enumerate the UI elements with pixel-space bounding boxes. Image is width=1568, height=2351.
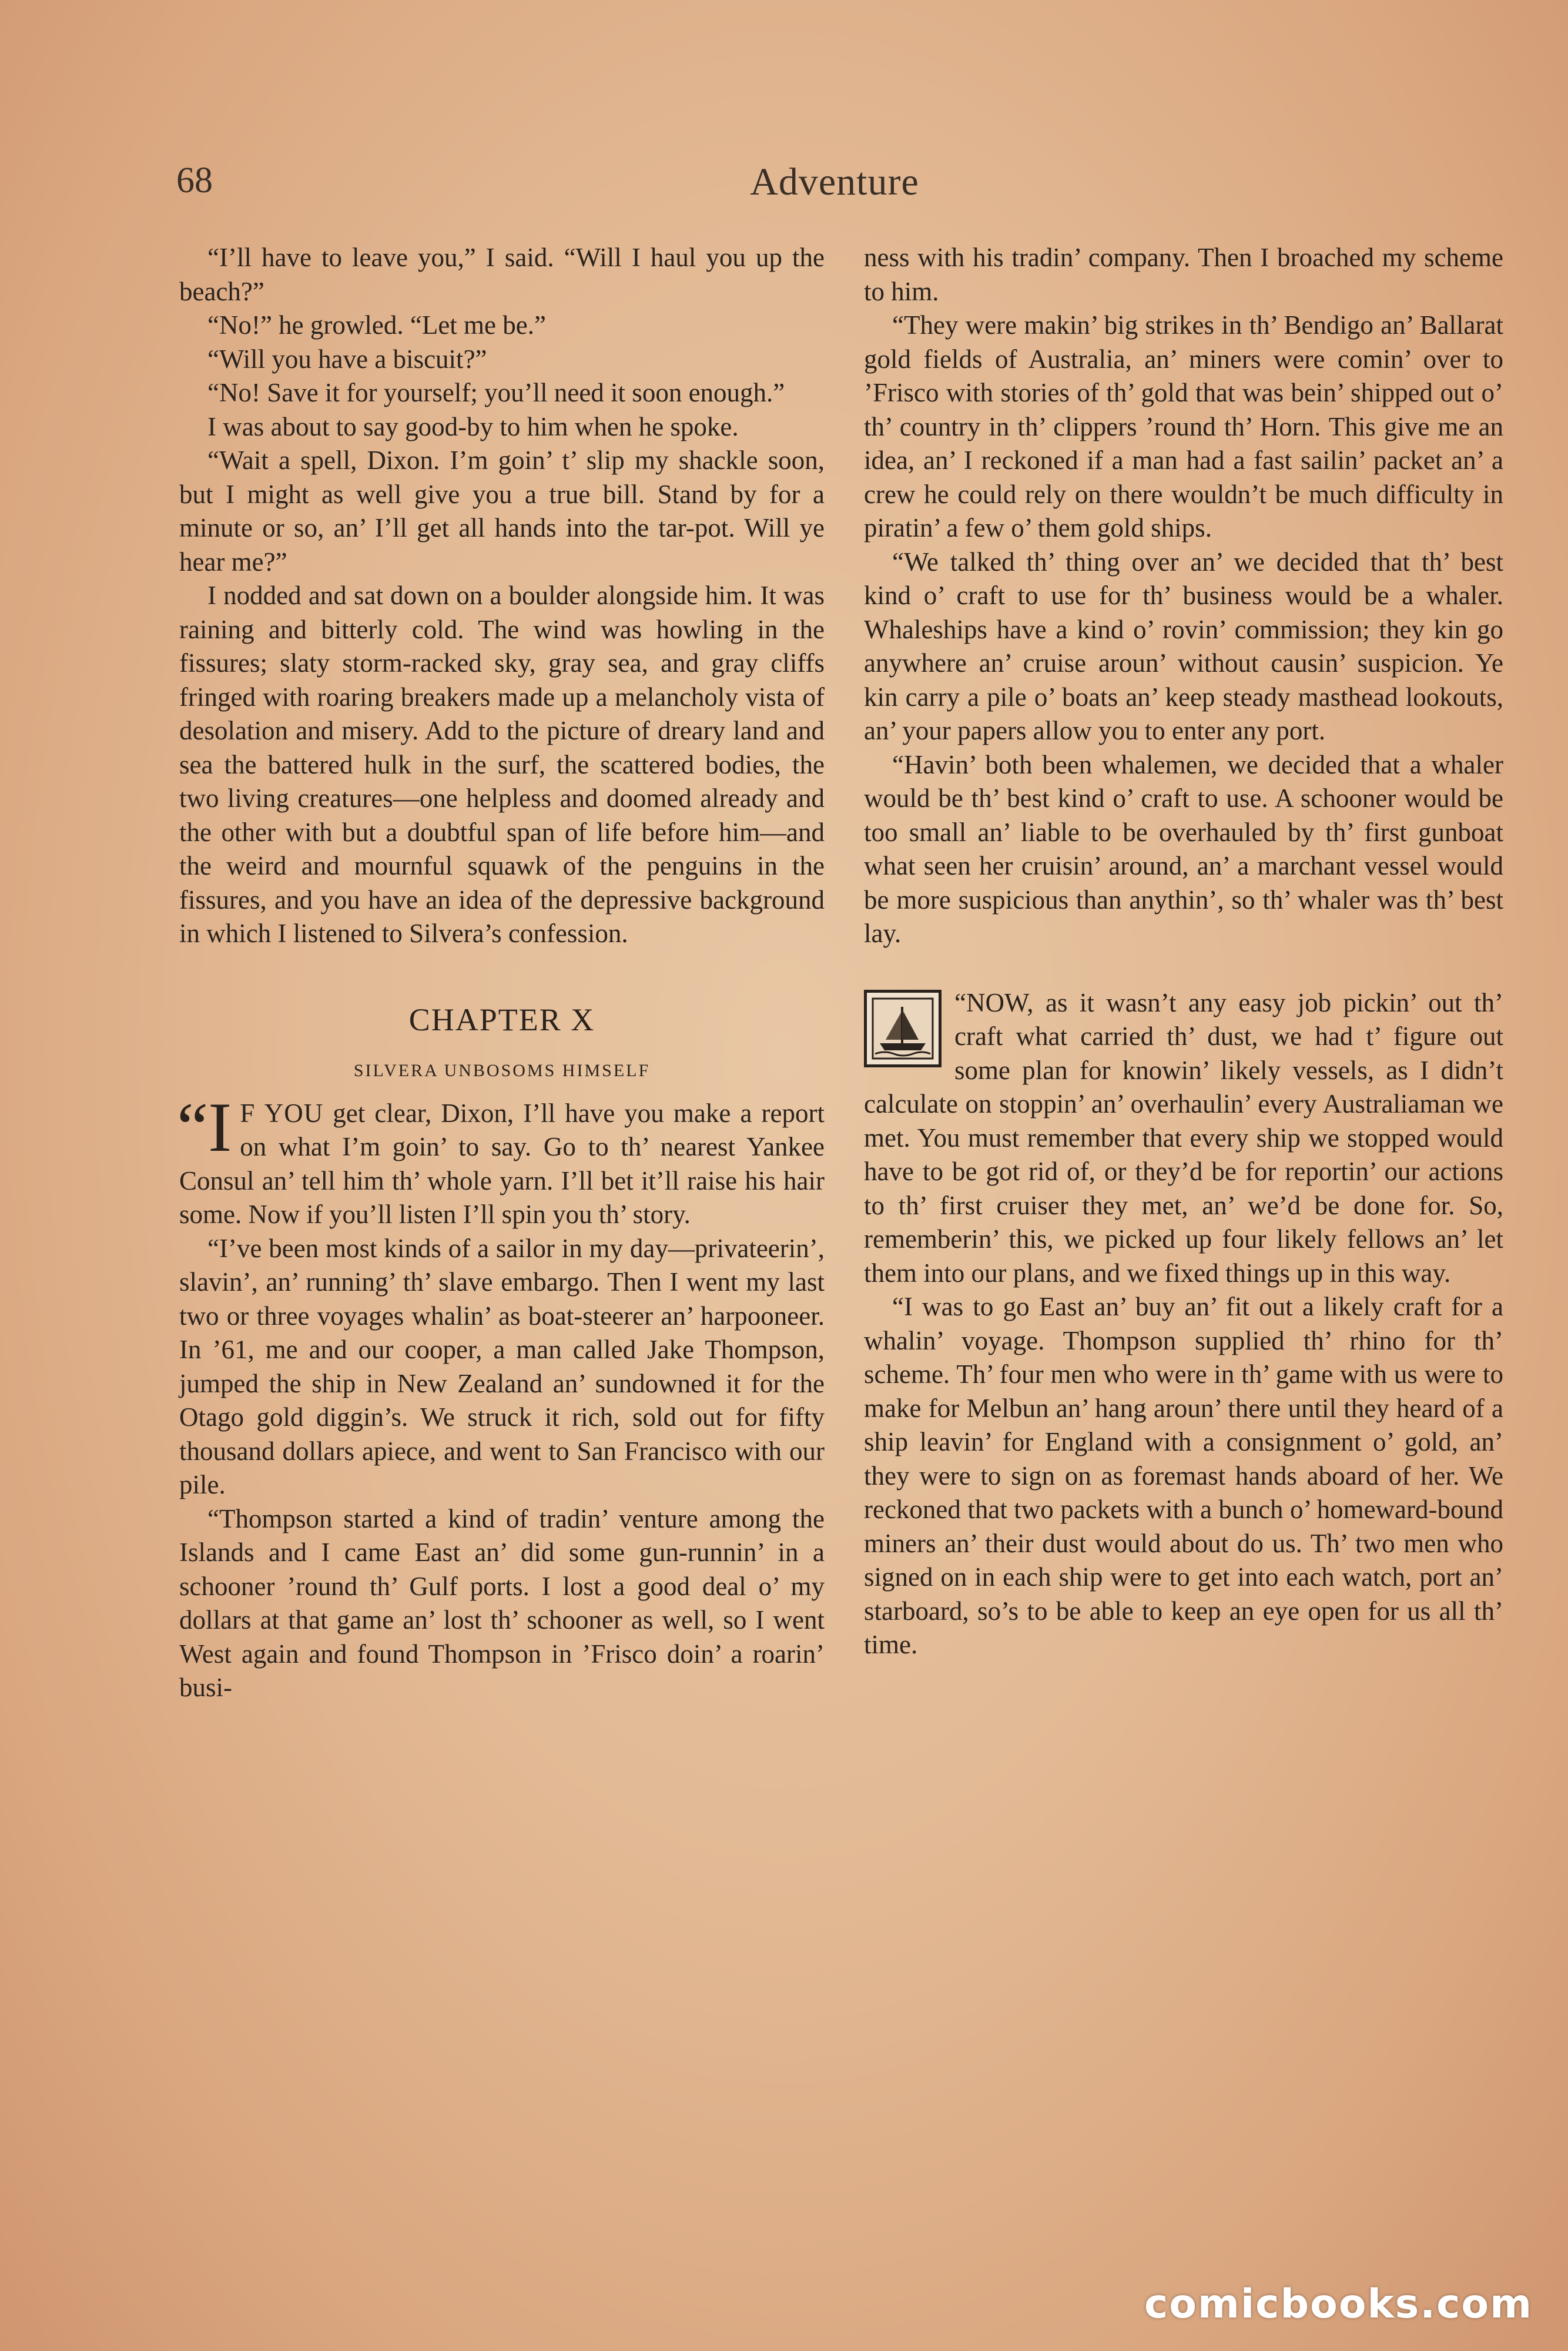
paragraph: “I was to go East an’ buy an’ fit out a likely craft for a whalin’ voyage. Thompson supplied th’ rhino for th’ scheme. Th’ four men who were in th’ game with us were to make for Melbun an’ hang aroun’ there until they heard of a ship leavin’ for England with a consignment o’ gold, an’ they were to sign on as foremast hands aboard of her. We reckoned that two packets with a bunch o’ homeward-bound miners an’ their dust would about do us. Th’ two men who signed on in each ship were to get into each watch, port an’ starboard, so’s to be able to keep an eye open for us all th’ time. [864, 1292, 1503, 1659]
ship-vignette-graphic [867, 993, 939, 1064]
ship-vignette-icon [864, 990, 942, 1067]
paragraph: “No!” he growled. “Let me be.” [207, 310, 546, 340]
paragraph: “I’ve been most kinds of a sailor in my day—privateerin’, slavin’, an’ running’ th’ slave embargo. Then I went my last two or three voyages whalin’ as boat-steerer an’ harpooneer. In ’61, me and our cooper, a man called Jake Thompson, jumped the ship in New Zealand an’ sundowned it for the Otago gold diggin’s. We struck it rich, sold out for fifty thousand dollars apiece, and went to San Francisco with our pile. [179, 1233, 825, 1499]
paragraph: “We talked th’ thing over an’ we decided that th’ best kind o’ craft to use for th’ business would be a whaler. Whaleships have a kind o’ rovin’ commission; they kin go anywhere an’ cruise aroun’ without causin’ suspicion. Ye kin carry a pile o’ boats an’ keep steady masthead lookouts, an’ your papers allow you to enter any port. [864, 547, 1503, 745]
drop-cap-letter: I [208, 1087, 232, 1166]
chapter-heading: CHAPTER X [408, 1002, 595, 1037]
paragraph: I nodded and sat down on a boulder alongside him. It was raining and bitterly cold. The wind was howling in the fissures; slaty storm-racked sky, gray sea, and gray cliffs fringed with roaring breakers made up a melancholy vista of desolation and misery. Add to the picture of dreary land and sea the battered hulk in the surf, the scattered bodies, the two living creatures—one helpless and doomed already and the other with but a doubtful span of life before him—and the weird and mournful squawk of the penguins in the fissures, and you have an idea of the depressive background in which I listened to Silvera’s confession. [179, 581, 825, 948]
right-column [864, 241, 1503, 1662]
opening-small-caps: F YOU [240, 1098, 324, 1128]
opening-text: get clear, Dixon, I’ll have you make a report on what I’m goin’ to say. Go to th’ nearest Yankee Consul an’ tell him th’ whole yarn. I’ll bet it’ll raise his hair some. Now if you’ll listen I’ll spin you th’ story. [179, 1098, 825, 1229]
continued-paragraph: ness with his tradin’ company. Then I broached my scheme to him. [864, 243, 1503, 306]
running-head: Adventure [750, 160, 919, 203]
drop-cap [177, 1087, 232, 1166]
paragraph: “Will you have a biscuit?” [207, 344, 487, 374]
paragraph: “Havin’ both been whalemen, we decided that a whaler would be th’ best kind o’ craft to use. A schooner would be too small an’ liable to be overhauled by th’ first gunboat what seen her cruisin’ around, an’ a marchant vessel would be more suspicious than anythin’, so th’ whaler was th’ best lay. [864, 749, 1503, 948]
chapter-subtitle: SILVERA UNBOSOMS HIMSELF [353, 1060, 651, 1080]
paragraph: “Wait a spell, Dixon. I’m goin’ t’ slip my shackle soon, but I might as well give you a true bill. Stand by for a minute or so, an’ I’ll get all hands into the tar-pot. Will ye hear me?” [179, 446, 825, 577]
paragraph: “I’ll have to leave you,” I said. “Will I haul you up the beach?” [179, 243, 825, 306]
paragraph: “They were makin’ big strikes in th’ Bendigo an’ Ballarat gold fields of Australia, an’ miners were comin’ over to ’Frisco with stories of th’ gold that was bein’ shipped out o’ th’ country in th’ clippers ’round th’ Horn. This give me an idea, an’ I reckoned if a man had a fast sailin’ packet an’ a crew he could rely on there wouldn’t be much difficulty in piratin’ a few o’ them gold ships. [864, 310, 1503, 542]
chapter-opening-paragraph [177, 1087, 825, 1232]
paragraph: I was about to say good-by to him when he spoke. [207, 411, 739, 441]
paragraph: “No! Save it for yourself; you’ll need it soon enough.” [207, 378, 785, 407]
watermark: comicbooks.com [1144, 2281, 1533, 2327]
left-column [179, 241, 825, 1705]
section-break [864, 986, 1503, 1291]
paragraph: “Thompson started a kind of tradin’ venture among the Islands and I came East an’ did some gun-runnin’ in a schooner ’round th’ Gulf ports. I lost a good deal o’ my dollars at that game an’ lost th’ schooner as well, so I went West again and found Thompson in ’Frisco doin’ a roarin’ busi- [179, 1503, 825, 1702]
section-opening-paragraph: “NOW, as it wasn’t any easy job pickin’ out th’ craft what carried th’ dust, we had t’ figure out some plan for knowin’ likely vessels, as I didn’t calculate on stoppin’ an’ overhaulin’ every Australiaman we met. You must remember that every ship we stopped would have to be got rid of, or they’d be for reportin’ our actions to th’ first cruiser they met, an’ we’d be done for. So, rememberin’ this, we picked up four likely fellows an’ let them into our plans, and we fixed things up in this way. [864, 987, 1503, 1288]
page-number: 68 [176, 160, 213, 200]
opening-quote: “ [177, 1087, 209, 1166]
